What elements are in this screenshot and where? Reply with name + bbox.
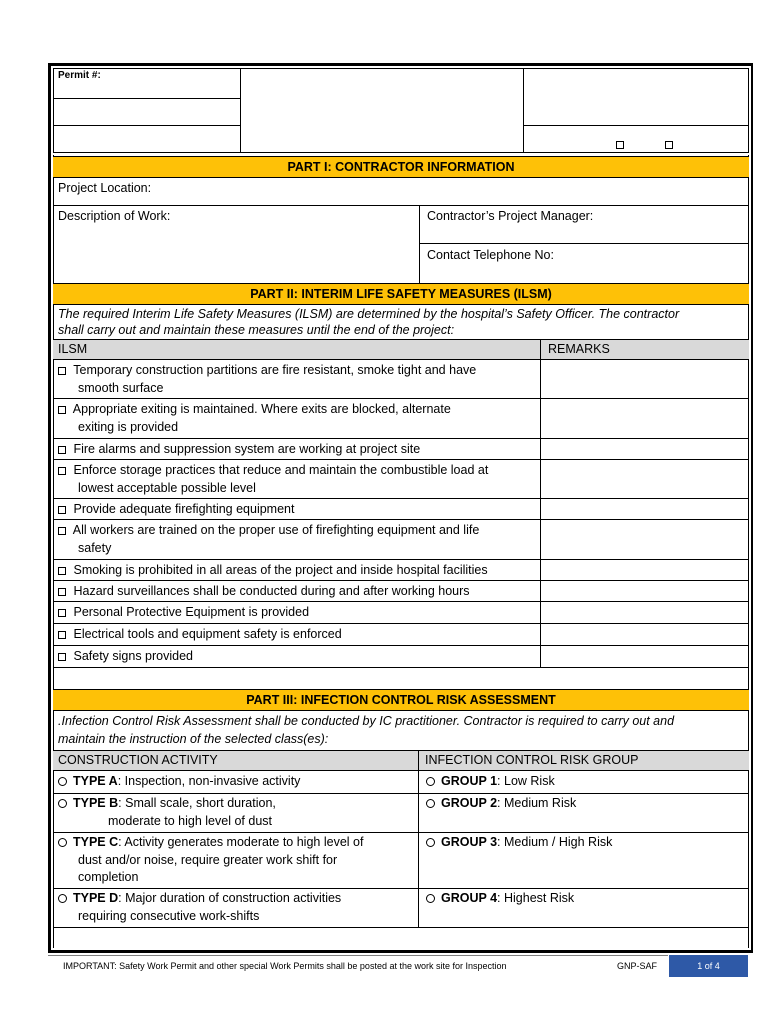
- divider: [418, 750, 419, 928]
- divider: [53, 205, 749, 206]
- divider: [53, 398, 749, 399]
- header-checkbox-2[interactable]: [665, 141, 673, 149]
- divider: [53, 793, 749, 794]
- header-checkbox-1[interactable]: [616, 141, 624, 149]
- radio-icon[interactable]: [426, 777, 435, 786]
- ilsm-item: Personal Protective Equipment is provided: [58, 604, 536, 622]
- ilsm-item: Enforce storage practices that reduce and maintain the combustible load at lowest acceptable possible level: [58, 462, 536, 497]
- divider: [419, 243, 749, 244]
- part2-title: PART II: INTERIM LIFE SAFETY MEASURES (ILSM): [53, 283, 749, 305]
- ilsm-item: Provide adequate firefighting equipment: [58, 501, 536, 519]
- col-remarks: REMARKS: [548, 342, 610, 356]
- radio-icon[interactable]: [426, 799, 435, 808]
- permit-cell-2[interactable]: [53, 98, 241, 126]
- checkbox-icon[interactable]: [58, 467, 66, 475]
- radio-icon[interactable]: [58, 894, 67, 903]
- radio-icon[interactable]: [58, 799, 67, 808]
- divider: [53, 519, 749, 520]
- project-location-label: Project Location:: [58, 181, 152, 195]
- type-c-option[interactable]: TYPE C: Activity generates moderate to high level of dust and/or noise, require greater work shift for completion: [58, 834, 413, 887]
- ilsm-item: All workers are trained on the proper use of firefighting equipment and life safety: [58, 522, 536, 557]
- radio-icon[interactable]: [58, 777, 67, 786]
- part3-title: PART III: INFECTION CONTROL RISK ASSESSMENT: [53, 689, 749, 711]
- divider: [53, 601, 749, 602]
- col-group: INFECTION CONTROL RISK GROUP: [425, 753, 639, 767]
- part1-title: PART I: CONTRACTOR INFORMATION: [53, 156, 749, 178]
- divider: [53, 645, 749, 646]
- divider: [53, 623, 749, 624]
- group-2-option[interactable]: GROUP 2: Medium Risk: [426, 795, 576, 813]
- ilsm-item: Temporary construction partitions are fire resistant, smoke tight and have smooth surface: [58, 362, 536, 397]
- checkbox-icon[interactable]: [58, 653, 66, 661]
- type-a-option[interactable]: TYPE A: Inspection, non-invasive activity: [58, 773, 413, 791]
- divider: [540, 339, 541, 667]
- part3-intro-line2: maintain the instruction of the selected class(es):: [58, 732, 329, 746]
- group-3-option[interactable]: GROUP 3: Medium / High Risk: [426, 834, 612, 852]
- checkbox-icon[interactable]: [58, 367, 66, 375]
- checkbox-icon[interactable]: [58, 406, 66, 414]
- checkbox-icon[interactable]: [58, 631, 66, 639]
- checkbox-icon[interactable]: [58, 506, 66, 514]
- footer-code: GNP-SAF: [617, 961, 658, 971]
- checkbox-icon[interactable]: [58, 567, 66, 575]
- contact-telephone-label: Contact Telephone No:: [427, 248, 554, 262]
- description-of-work-label: Description of Work:: [58, 209, 171, 223]
- checkbox-icon[interactable]: [58, 446, 66, 454]
- divider: [53, 580, 749, 581]
- group-1-option[interactable]: GROUP 1: Low Risk: [426, 773, 555, 791]
- permit-cell-3[interactable]: [53, 125, 241, 153]
- ilsm-table-header: [53, 339, 749, 360]
- radio-icon[interactable]: [426, 838, 435, 847]
- ilsm-item: Smoking is prohibited in all areas of the project and inside hospital facilities: [58, 562, 536, 580]
- part2-intro-line1: The required Interim Life Safety Measures (ILSM) are determined by the hospital’s Safety Officer. The contractor: [58, 307, 680, 321]
- radio-icon[interactable]: [426, 894, 435, 903]
- divider: [53, 888, 749, 889]
- right-cell-top: [523, 68, 749, 126]
- divider: [53, 459, 749, 460]
- group-4-option[interactable]: GROUP 4: Highest Risk: [426, 890, 574, 908]
- divider: [53, 832, 749, 833]
- divider: [53, 498, 749, 499]
- part3-intro-line1: .Infection Control Risk Assessment shall be conducted by IC practitioner. Contractor is required to carry out and: [58, 714, 675, 728]
- project-manager-label: Contractor’s Project Manager:: [427, 209, 594, 223]
- type-d-option[interactable]: TYPE D: Major duration of construction activities requiring consecutive work-shifts: [58, 890, 413, 925]
- ilsm-item: Appropriate exiting is maintained. Where exits are blocked, alternate exiting is provided: [58, 401, 536, 436]
- ilsm-item: Safety signs provided: [58, 648, 536, 666]
- logo-cell: [240, 68, 524, 153]
- radio-icon[interactable]: [58, 838, 67, 847]
- part2-intro-line2: shall carry out and maintain these measures until the end of the project:: [58, 323, 455, 337]
- checkbox-icon[interactable]: [58, 588, 66, 596]
- divider: [53, 927, 749, 928]
- divider: [419, 205, 420, 283]
- permit-label: Permit #:: [58, 70, 101, 81]
- ilsm-item: Hazard surveillances shall be conducted during and after working hours: [58, 583, 536, 601]
- footer-notice: IMPORTANT: Safety Work Permit and other special Work Permits shall be posted at the work site for Inspection: [63, 961, 507, 971]
- divider: [53, 559, 749, 560]
- type-b-option[interactable]: TYPE B: Small scale, short duration, moderate to high level of dust: [58, 795, 413, 830]
- divider: [53, 438, 749, 439]
- col-activity: CONSTRUCTION ACTIVITY: [58, 753, 218, 767]
- page-number: 1 of 4: [669, 955, 748, 977]
- checkbox-icon[interactable]: [58, 609, 66, 617]
- ilsm-item: Fire alarms and suppression system are working at project site: [58, 441, 536, 459]
- col-ilsm: ILSM: [58, 342, 88, 356]
- ilsm-item: Electrical tools and equipment safety is enforced: [58, 626, 536, 644]
- checkbox-icon[interactable]: [58, 527, 66, 535]
- divider: [53, 667, 749, 668]
- right-cell-bottom: [523, 125, 749, 153]
